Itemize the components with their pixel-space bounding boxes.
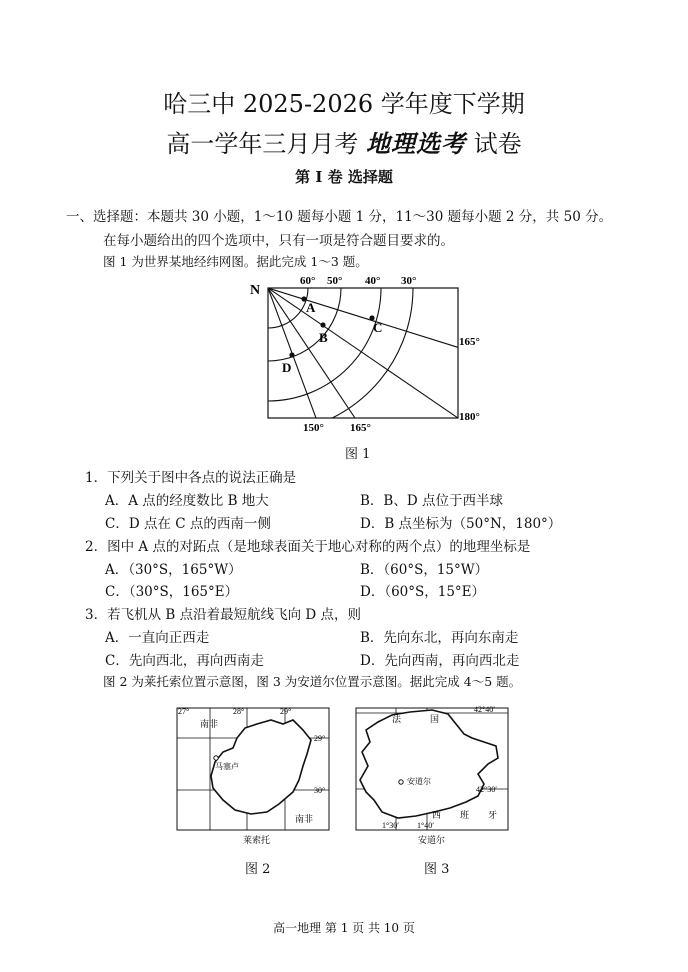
figure2-caption: 图 2	[245, 862, 271, 877]
andorra-la-vella-label: 安道尔	[407, 777, 431, 786]
spain-label-2: 班	[460, 810, 470, 820]
andorra-label: 安道尔	[418, 835, 446, 845]
meridian-180	[268, 288, 458, 418]
france-label-a: 法	[392, 714, 402, 724]
right-label-165: 165°	[459, 336, 480, 348]
france-label-b: 国	[430, 714, 440, 724]
question2-option-c: C．（30°S，165°E）	[105, 584, 239, 600]
lat-label-30: 30°	[314, 786, 326, 795]
south-africa-bottom-label: 南非	[295, 814, 314, 824]
question1-option-d: D．B 点坐标为（50°N，180°）	[360, 516, 562, 532]
figure3-andorra-map	[352, 700, 517, 850]
question2-option-a: A．（30°S，165°W）	[105, 562, 242, 578]
lat-label-29: 29°	[314, 734, 326, 743]
question3-option-a: A．一直向正西走	[105, 630, 210, 646]
top-label-40: 40°	[365, 275, 381, 287]
top-label-30: 30°	[401, 275, 417, 287]
figure1-graticule-map	[245, 270, 505, 440]
question1-stem: 1．下列关于图中各点的说法正确是	[85, 470, 297, 486]
lat-label-42-30: 42°30′	[476, 785, 497, 794]
meridian-165-right	[268, 288, 460, 348]
question2-option-d: D．（60°S，15°E）	[360, 584, 486, 600]
question2-option-b: B．（60°S，15°W）	[360, 562, 489, 578]
north-label: N	[250, 283, 261, 298]
point-c-label: C	[373, 320, 383, 335]
question3-option-b: B．先向东北，再向东南走	[360, 630, 519, 646]
lat-label-42-40: 42°40′	[474, 705, 495, 714]
question1-option-a: A．A 点的经度数比 B 地大	[105, 493, 269, 509]
south-africa-top-label: 南非	[200, 719, 219, 729]
top-label-60: 60°	[300, 275, 316, 287]
bottom-label-165: 165°	[350, 422, 371, 434]
intro-figures-2-3: 图 2 为莱托索位置示意图，图 3 为安道尔位置示意图。据此完成 4～5 题。	[103, 674, 522, 689]
right-label-180: 180°	[459, 411, 480, 423]
question3-stem: 3．若飞机从 B 点沿着最短航线飞向 D 点，则	[85, 607, 361, 623]
andorra-la-vella-dot	[399, 780, 403, 784]
lon-label-1-30: 1°30′	[382, 821, 399, 830]
title-subject: 地理选考	[366, 129, 466, 158]
question1-option-c: C．D 点在 C 点的西南一侧	[105, 516, 271, 532]
exam-title-line2	[0, 124, 688, 159]
top-label-50: 50°	[327, 275, 343, 287]
exam-title-line1: 哈三中 2025-2026 学年度下学期	[163, 90, 525, 118]
instructions-line2: 在每小题给出的四个选项中，只有一项是符合题目要求的。	[103, 233, 454, 249]
point-b-dot	[320, 322, 325, 327]
bottom-label-150: 150°	[303, 422, 324, 434]
question2-stem: 2．图中 A 点的对跖点（是地球表面关于地心对称的两个点）的地理坐标是	[85, 539, 531, 555]
maseru-label: 马塞卢	[215, 762, 239, 771]
lon-label-1-40: 1°40′	[417, 821, 434, 830]
page-footer: 高一地理 第 1 页 共 10 页	[273, 921, 415, 935]
section-heading: 第 I 卷 选择题	[295, 168, 393, 186]
figure3-caption: 图 3	[424, 862, 450, 877]
lon-label-27: 27°	[178, 707, 190, 716]
title-part-c: 试卷	[466, 130, 522, 158]
lon-label-28: 28°	[233, 707, 245, 716]
question3-option-c: C．先向西北，再向西南走	[105, 653, 264, 669]
spain-label-1: 西	[432, 810, 442, 820]
point-d-label: D	[282, 360, 292, 375]
maseru-dot	[214, 756, 218, 760]
spain-label-3: 牙	[488, 810, 498, 820]
andorra-border	[360, 710, 498, 818]
question1-option-b: B．B、D 点位于西半球	[360, 493, 503, 509]
point-b-label: B	[319, 330, 328, 345]
title-part-a: 高一学年三月月考	[166, 130, 366, 158]
question3-option-d: D．先向西南，再向西北走	[360, 653, 520, 669]
point-a-label: A	[306, 300, 316, 315]
point-d-dot	[289, 352, 294, 357]
intro-figure1: 图 1 为世界某地经纬网图。据此完成 1～3 题。	[103, 254, 368, 269]
figure1-caption: 图 1	[345, 447, 371, 462]
lesotho-label: 莱索托	[243, 835, 271, 845]
figure2-lesotho-map	[175, 700, 335, 850]
lon-label-29: 29°	[280, 707, 292, 716]
instructions-line1: 一、选择题：本题共 30 小题，1～10 题每小题 1 分，11～30 题每小题 2 分，共 50 分。	[66, 209, 613, 225]
